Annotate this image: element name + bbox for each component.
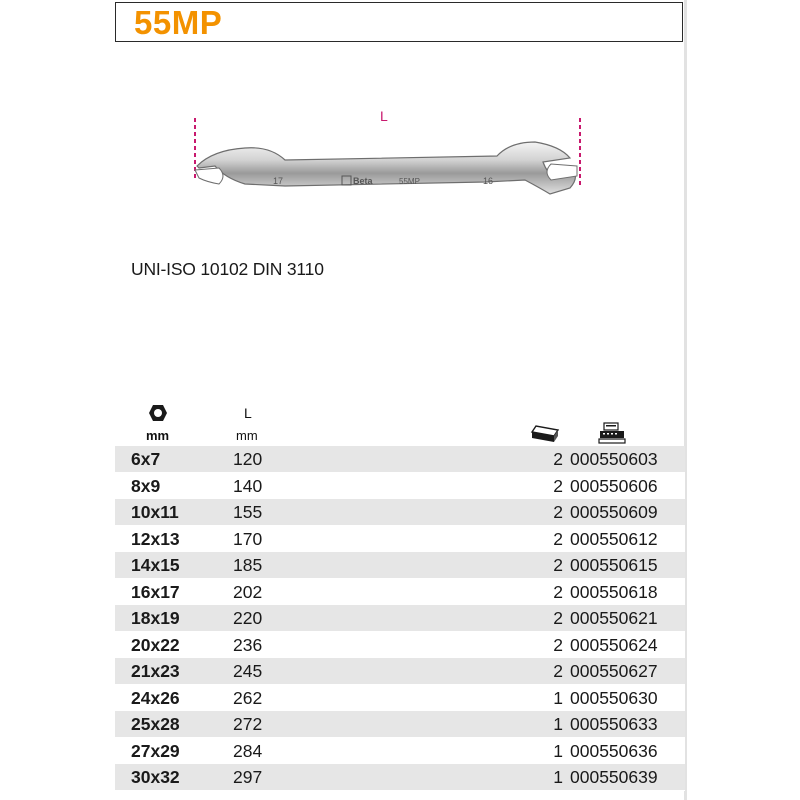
size-cell: 30x32	[131, 767, 180, 787]
code-cell: 000550627	[570, 661, 658, 681]
quantity-cell: 2	[553, 555, 563, 575]
wrench-left-jaw	[195, 168, 223, 184]
length-cell: 155	[233, 502, 263, 522]
quantity-cell: 1	[553, 687, 563, 708]
dimension-label: L	[380, 108, 388, 124]
length-cell: 202	[233, 581, 263, 602]
length-cell: 245	[233, 661, 263, 681]
package-icon	[530, 424, 560, 444]
table-row	[115, 473, 685, 500]
table-row	[115, 579, 685, 606]
wrench-marking-left: 17	[273, 176, 284, 186]
length-cell: 297	[233, 767, 263, 787]
standards-text: UNI-ISO 10102 DIN 3110	[131, 259, 324, 279]
wrench-illustration	[185, 108, 585, 228]
hex-nut-icon	[148, 404, 168, 422]
length-cell: 140	[233, 475, 263, 496]
quantity-cell: 2	[553, 502, 563, 522]
size-cell: 6x7	[131, 449, 161, 469]
table-row	[115, 605, 685, 632]
code-cell: 000550621	[570, 608, 658, 628]
product-table	[115, 446, 685, 791]
page-title: 55MP	[134, 4, 223, 41]
table-row	[115, 764, 685, 791]
title-box	[115, 2, 683, 42]
size-cell: 21x23	[131, 661, 180, 681]
table-row	[115, 738, 685, 765]
size-cell: 24x26	[131, 687, 180, 708]
length-cell: 220	[233, 608, 263, 628]
quantity-cell: 2	[553, 581, 563, 602]
size-cell: 8x9	[131, 475, 161, 496]
length-cell: 236	[233, 634, 263, 655]
table-row	[115, 552, 685, 579]
length-cell: 185	[233, 555, 263, 575]
length-cell: 284	[233, 740, 263, 761]
quantity-cell: 2	[553, 608, 563, 628]
wrench-body	[197, 142, 575, 194]
table-row	[115, 499, 685, 526]
table-row	[115, 632, 685, 659]
length-cell: 120	[233, 449, 263, 469]
size-cell: 14x15	[131, 555, 180, 575]
code-cell: 000550612	[570, 528, 658, 549]
quantity-cell: 2	[553, 475, 563, 496]
quantity-cell: 1	[553, 714, 563, 734]
table-row	[115, 658, 685, 685]
code-cell: 000550618	[570, 581, 658, 602]
size-cell: 27x29	[131, 740, 180, 761]
quantity-cell: 2	[553, 634, 563, 655]
code-cell: 000550636	[570, 740, 658, 761]
code-cell: 000550633	[570, 714, 658, 734]
wrench-drawing	[185, 108, 585, 228]
size-cell: 10x11	[131, 502, 179, 522]
size-cell: 18x19	[131, 608, 180, 628]
quantity-cell: 2	[553, 449, 563, 469]
wrench-marking-model: 55MP	[399, 177, 420, 186]
length-header: L	[244, 405, 252, 421]
code-cell: 000550615	[570, 555, 658, 575]
quantity-cell: 2	[553, 528, 563, 549]
cash-register-icon	[598, 422, 626, 444]
quantity-cell: 1	[553, 767, 563, 787]
table-row	[115, 711, 685, 738]
code-cell: 000550606	[570, 475, 658, 496]
quantity-cell: 2	[553, 661, 563, 681]
table-row	[115, 446, 685, 473]
code-cell: 000550624	[570, 634, 658, 655]
length-unit-header: mm	[236, 428, 258, 443]
length-cell: 262	[233, 687, 263, 708]
length-cell: 170	[233, 528, 263, 549]
code-cell: 000550603	[570, 449, 658, 469]
size-cell: 16x17	[131, 581, 180, 602]
wrench-marking-right: 16	[483, 176, 494, 186]
size-cell: 25x28	[131, 714, 180, 734]
code-cell: 000550630	[570, 687, 658, 708]
size-cell: 20x22	[131, 634, 180, 655]
size-cell: 12x13	[131, 528, 180, 549]
code-cell: 000550639	[570, 767, 658, 787]
quantity-cell: 1	[553, 740, 563, 761]
code-cell: 000550609	[570, 502, 658, 522]
table-row	[115, 685, 685, 712]
wrench-marking-brand: Beta	[353, 176, 373, 186]
table-row	[115, 526, 685, 553]
size-unit-header: mm	[146, 428, 170, 443]
length-cell: 272	[233, 714, 263, 734]
